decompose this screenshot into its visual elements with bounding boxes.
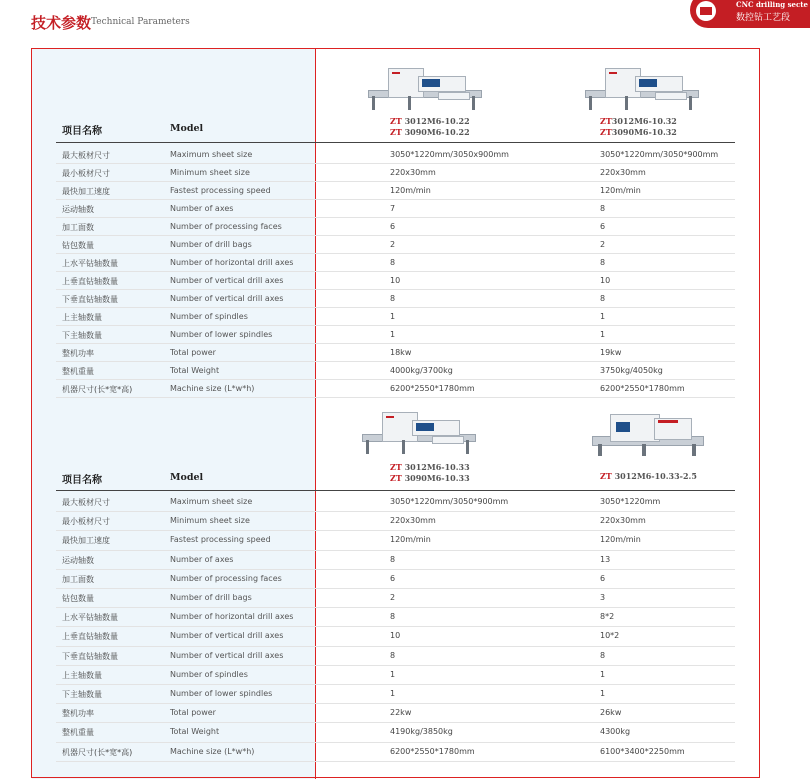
row-value-b: 6 — [600, 222, 606, 231]
row-label-en: Number of drill bags — [170, 593, 252, 602]
table-row — [40, 512, 735, 530]
model-number — [390, 462, 470, 484]
model-prefix: ZT — [600, 471, 612, 481]
row-label-cn: 运动轴数 — [62, 205, 94, 214]
table-row — [40, 666, 735, 684]
row-label-cn: 加工面数 — [62, 574, 94, 584]
header-divider — [56, 490, 735, 491]
row-label-cn: 上垂直钻轴数量 — [62, 277, 118, 286]
row-value-b: 8 — [600, 258, 606, 267]
row-value-b: 220x30mm — [600, 516, 646, 526]
row-label-en: Number of processing faces — [170, 573, 282, 583]
table-row — [40, 362, 735, 380]
row-label-en: Number of drill bags — [170, 240, 252, 249]
row-value-a: 220x30mm — [390, 516, 436, 526]
row-label-en: Number of spindles — [170, 312, 248, 321]
table-row — [40, 608, 735, 626]
row-value-b: 4300kg — [600, 727, 631, 737]
row-label-en: Fastest processing speed — [170, 535, 271, 545]
table-row — [40, 551, 735, 569]
row-value-a: 7 — [390, 204, 396, 213]
row-label-cn: 上主轴数量 — [62, 313, 102, 322]
table-row — [40, 685, 735, 703]
row-label-cn: 下主轴数量 — [62, 331, 102, 340]
row-value-b: 120m/min — [600, 535, 641, 545]
model-code: 3012M6-10.22 — [401, 116, 470, 126]
row-value-a: 220x30mm — [390, 168, 436, 177]
table-row — [40, 308, 735, 326]
model-number — [600, 116, 677, 138]
row-value-a: 1 — [390, 330, 396, 339]
row-value-b: 10*2 — [600, 631, 620, 641]
row-value-b: 120m/min — [600, 186, 641, 195]
row-label-cn: 整机功率 — [62, 349, 94, 358]
row-label-en: Number of vertical drill axes — [170, 650, 284, 660]
table-row — [40, 570, 735, 588]
table-row — [40, 164, 735, 182]
row-value-b: 26kw — [600, 708, 622, 718]
row-label-en: Number of vertical drill axes — [170, 294, 284, 303]
table-row — [40, 647, 735, 665]
row-label-en: Number of lower spindles — [170, 689, 273, 698]
row-value-a: 6 — [390, 222, 396, 231]
row-value-a: 22kw — [390, 708, 412, 718]
row-value-a: 8 — [390, 650, 396, 660]
badge-title-cn: 数控钻工艺段 — [736, 13, 791, 23]
machine-logo-icon — [696, 1, 716, 21]
row-value-b: 19kw — [600, 348, 622, 357]
row-label-en: Machine size (L*w*h) — [170, 384, 255, 393]
header-model: Model — [170, 472, 204, 483]
model-code: 3090M6-10.33 — [401, 473, 470, 483]
model-code: 3012M6-10.33 — [401, 462, 470, 472]
row-value-b: 1 — [600, 669, 606, 679]
row-label-cn: 钻包数量 — [62, 594, 94, 603]
cnc-machine-image — [368, 62, 483, 116]
row-value-a: 10 — [390, 276, 401, 285]
row-value-a: 6200*2550*1780mm — [390, 746, 475, 756]
row-value-a: 4190kg/3850kg — [390, 727, 453, 737]
row-label-cn: 下垂直钻轴数量 — [62, 651, 118, 661]
page-title-en: Technical Parameters — [91, 17, 190, 27]
model-prefix: ZT — [600, 116, 612, 126]
header-name-cn: 项目名称 — [62, 475, 102, 486]
table-row — [40, 704, 735, 722]
model-prefix: ZT — [390, 127, 402, 137]
row-value-a: 120m/min — [390, 186, 431, 195]
row-label-en: Machine size (L*w*h) — [170, 746, 255, 756]
row-value-b: 6200*2550*1780mm — [600, 384, 685, 393]
row-label-cn: 机器尺寸(长*宽*高) — [62, 747, 133, 757]
row-label-en: Number of axes — [170, 204, 234, 213]
row-label-cn: 上主轴数量 — [62, 670, 102, 680]
row-label-cn: 运动轴数 — [62, 555, 94, 565]
model-code: 3090M6-10.32 — [611, 127, 677, 137]
row-label-cn: 加工面数 — [62, 223, 94, 232]
row-value-b: 8 — [600, 650, 606, 660]
table-row — [40, 290, 735, 308]
model-prefix: ZT — [390, 462, 402, 472]
table-row — [40, 182, 735, 200]
row-value-a: 6200*2550*1780mm — [390, 384, 475, 393]
row-divider — [56, 761, 735, 762]
model-prefix: ZT — [390, 116, 402, 126]
row-value-a: 4000kg/3700kg — [390, 366, 453, 375]
row-label-en: Number of horizontal drill axes — [170, 612, 294, 622]
cnc-machine-image — [585, 62, 700, 116]
model-code: 3012M6-10.32 — [611, 116, 677, 126]
table-row — [40, 493, 735, 511]
row-value-a: 2 — [390, 240, 396, 249]
table-row — [40, 218, 735, 236]
row-label-en: Maximum sheet size — [170, 497, 253, 506]
row-value-a: 3050*1220mm/3050x900mm — [390, 150, 509, 159]
table-row — [40, 344, 735, 362]
cnc-machine-image — [592, 406, 707, 460]
row-value-b: 6 — [600, 573, 606, 583]
model-prefix: ZT — [600, 127, 612, 137]
model-code: 3012M6-10.33-2.5 — [611, 471, 697, 481]
row-label-en: Minimum sheet size — [170, 168, 250, 177]
row-label-en: Number of vertical drill axes — [170, 276, 284, 285]
row-label-cn: 机器尺寸(长*宽*高) — [62, 385, 133, 394]
row-value-a: 1 — [390, 312, 396, 321]
row-label-en: Total Weight — [170, 366, 220, 375]
table-row — [40, 326, 735, 344]
row-label-cn: 整机重量 — [62, 728, 94, 738]
badge-title-en: CNC drilling secte — [736, 0, 808, 9]
table-row — [40, 531, 735, 549]
row-label-en: Total power — [170, 348, 216, 357]
row-label-cn: 上垂直钻轴数量 — [62, 632, 118, 642]
model-number — [390, 116, 470, 138]
model-number — [600, 471, 697, 482]
row-value-b: 3 — [600, 593, 606, 602]
row-label-en: Number of spindles — [170, 669, 248, 679]
table-row — [40, 272, 735, 290]
row-label-cn: 整机功率 — [62, 709, 94, 719]
row-label-en: Number of processing faces — [170, 222, 282, 231]
row-label-en: Maximum sheet size — [170, 150, 253, 159]
row-value-b: 1 — [600, 689, 606, 698]
row-label-cn: 钻包数量 — [62, 241, 94, 250]
row-label-en: Number of vertical drill axes — [170, 631, 284, 641]
model-prefix: ZT — [390, 473, 402, 483]
table-row — [40, 200, 735, 218]
row-value-a: 3050*1220mm/3050*900mm — [390, 497, 509, 506]
row-label-cn: 上水平钻轴数量 — [62, 259, 118, 268]
row-value-b: 220x30mm — [600, 168, 646, 177]
table-row — [40, 627, 735, 645]
table-row — [40, 743, 735, 761]
row-value-a: 1 — [390, 689, 396, 698]
row-label-en: Minimum sheet size — [170, 516, 250, 526]
table-row — [40, 146, 735, 164]
row-value-b: 6100*3400*2250mm — [600, 746, 685, 756]
table-row — [40, 236, 735, 254]
row-value-a: 8 — [390, 612, 396, 622]
row-value-b: 3050*1220mm — [600, 497, 661, 506]
row-value-b: 8 — [600, 204, 606, 213]
row-value-a: 8 — [390, 258, 396, 267]
header-name-cn: 项目名称 — [62, 126, 102, 137]
row-label-en: Total power — [170, 708, 216, 718]
row-label-cn: 整机重量 — [62, 367, 94, 376]
row-value-a: 8 — [390, 554, 396, 564]
row-value-b: 1 — [600, 330, 606, 339]
row-divider — [56, 397, 735, 398]
row-value-a: 8 — [390, 294, 396, 303]
header-model: Model — [170, 123, 204, 134]
table-row — [40, 380, 735, 398]
row-label-cn: 最快加工速度 — [62, 187, 110, 196]
table-row — [40, 589, 735, 607]
row-label-cn: 上水平钻轴数量 — [62, 613, 118, 623]
row-value-b: 2 — [600, 240, 606, 249]
row-value-b: 10 — [600, 276, 611, 285]
row-label-cn: 最大板材尺寸 — [62, 498, 110, 507]
row-value-a: 18kw — [390, 348, 412, 357]
row-value-b: 1 — [600, 312, 606, 321]
row-value-b: 3050*1220mm/3050*900mm — [600, 150, 719, 159]
table-row — [40, 254, 735, 272]
row-value-b: 13 — [600, 554, 611, 564]
row-value-a: 2 — [390, 593, 396, 602]
row-value-b: 8*2 — [600, 612, 615, 622]
header-divider — [56, 142, 735, 143]
row-label-en: Number of lower spindles — [170, 330, 273, 339]
cnc-machine-image — [362, 406, 477, 460]
row-label-cn: 下主轴数量 — [62, 690, 102, 699]
row-value-b: 8 — [600, 294, 606, 303]
table-row — [40, 723, 735, 741]
row-label-cn: 最快加工速度 — [62, 536, 110, 546]
row-value-a: 6 — [390, 573, 396, 583]
row-label-cn: 最小板材尺寸 — [62, 517, 110, 527]
row-label-en: Number of axes — [170, 554, 234, 564]
row-value-a: 10 — [390, 631, 401, 641]
model-code: 3090M6-10.22 — [401, 127, 470, 137]
row-label-cn: 最小板材尺寸 — [62, 169, 110, 178]
row-label-cn: 最大板材尺寸 — [62, 151, 110, 160]
row-label-en: Total Weight — [170, 727, 220, 737]
row-value-a: 120m/min — [390, 535, 431, 545]
row-label-en: Fastest processing speed — [170, 186, 271, 195]
row-label-cn: 下垂直钻轴数量 — [62, 295, 118, 304]
row-value-a: 1 — [390, 669, 396, 679]
row-label-en: Number of horizontal drill axes — [170, 258, 294, 267]
row-value-b: 3750kg/4050kg — [600, 366, 663, 375]
page-title-cn: 技术参数 — [31, 14, 92, 32]
section-badge — [690, 0, 810, 28]
